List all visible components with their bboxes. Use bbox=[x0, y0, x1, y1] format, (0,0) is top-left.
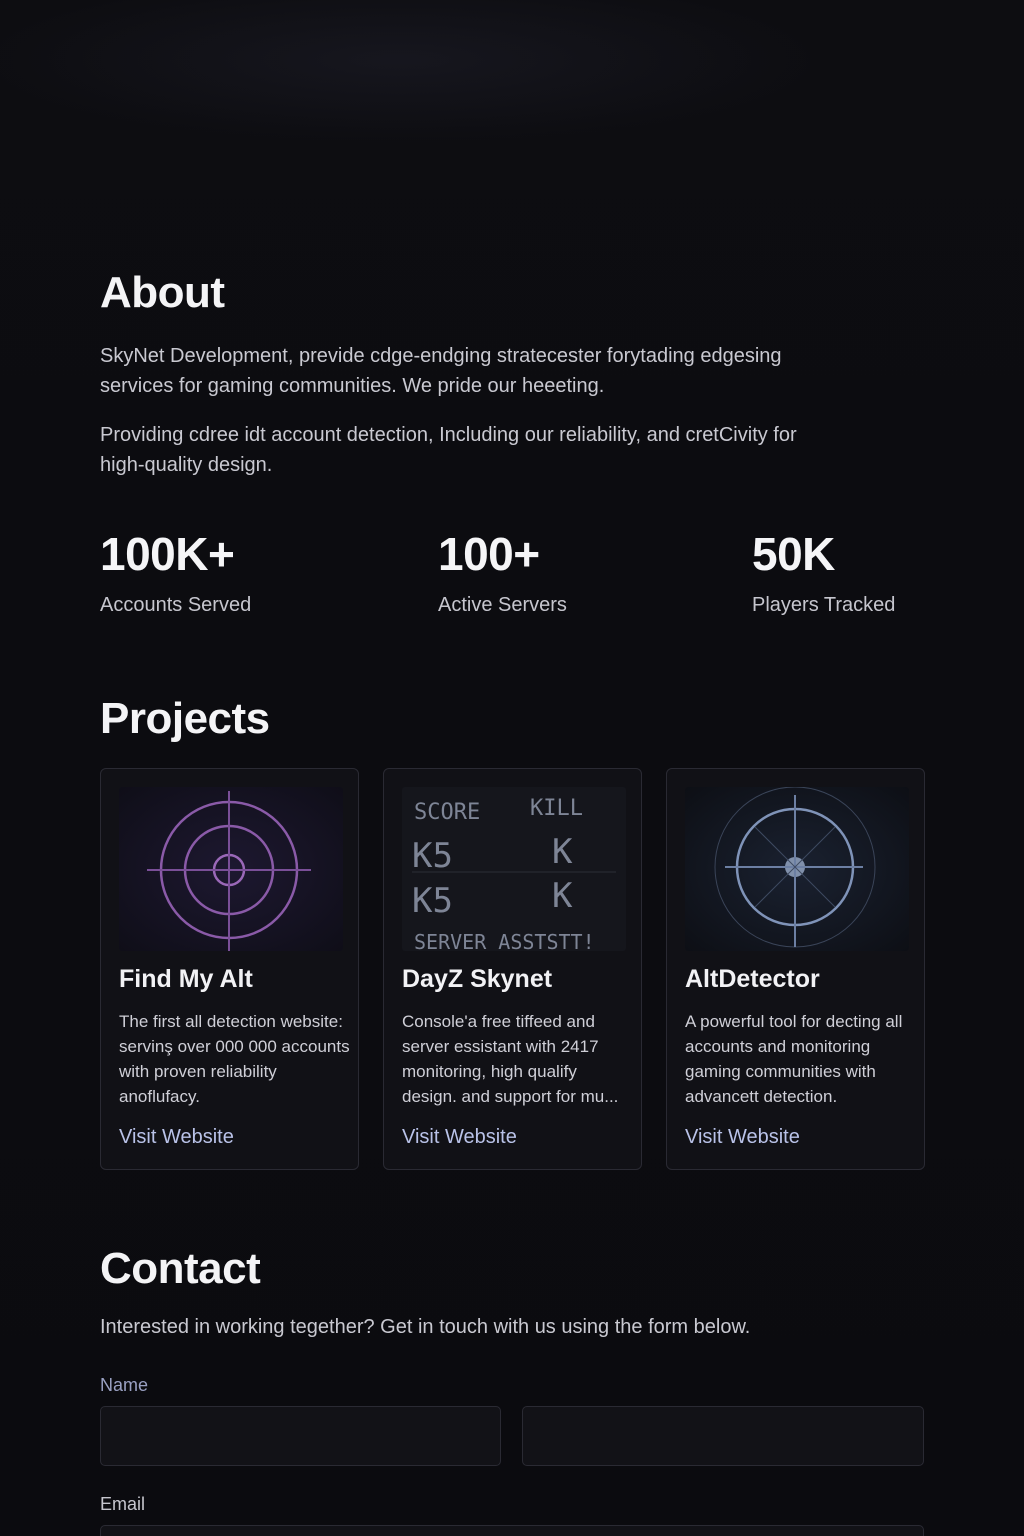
projects-title: Projects bbox=[100, 694, 270, 743]
contact-intro: Interested in working tegether? Get in touch with us using the form below. bbox=[100, 1316, 751, 1338]
project-card-altdetector bbox=[666, 768, 925, 1170]
scoreboard-row2-left: K5 bbox=[412, 881, 453, 921]
about-paragraph-2: Providing cdree idt account detection, Including our reliability, and cretCivity for high-quality design. bbox=[100, 424, 797, 476]
stat-label: Accounts Served bbox=[100, 594, 252, 616]
scoreboard-row1-right: K bbox=[552, 832, 573, 872]
stat-accounts-served bbox=[100, 528, 251, 617]
project-description: A powerful tool for decting all accounts and monitoring gaming communities with advancett detection. bbox=[685, 1012, 903, 1106]
name-label: Name bbox=[100, 1375, 149, 1395]
stat-value: 50K bbox=[752, 528, 835, 580]
project-card-find-my-alt bbox=[100, 768, 359, 1170]
project-card-dayz-skynet bbox=[383, 768, 642, 1170]
about-paragraph-1: SkyNet Development, previde cdge-endging stratecester forytading edgesing services for gaming communities. We pride our heeeting. bbox=[100, 345, 782, 397]
scoreboard-score-header: SCORE bbox=[414, 800, 481, 825]
scoreboard-icon bbox=[402, 787, 626, 951]
project-description: Console'a free tiffeed and server essistant with 2417 monitoring, high qualify design. and support for mu... bbox=[402, 1012, 619, 1106]
project-description: The first all detection website: servinş over 000 000 accounts with proven reliability anoflufacy. bbox=[119, 1012, 350, 1106]
crosshair-icon bbox=[119, 787, 343, 951]
email-input[interactable] bbox=[100, 1525, 924, 1536]
stat-active-servers bbox=[438, 528, 567, 617]
project-title: DayZ Skynet bbox=[402, 965, 553, 993]
stat-label: Players Tracked bbox=[752, 594, 896, 616]
visit-website-link[interactable]: Visit Website bbox=[685, 1126, 800, 1148]
scoreboard-row1-left: K5 bbox=[412, 836, 453, 876]
scoreboard-footer: SERVER ASSTSTT! bbox=[414, 930, 595, 951]
radar-icon bbox=[685, 787, 909, 951]
visit-website-link[interactable]: Visit Website bbox=[402, 1126, 517, 1148]
stat-label: Active Servers bbox=[438, 594, 567, 616]
visit-website-link[interactable]: Visit Website bbox=[119, 1126, 234, 1148]
stat-players-tracked bbox=[752, 528, 895, 617]
scoreboard-row2-right: K bbox=[552, 876, 573, 916]
project-title: AltDetector bbox=[685, 965, 820, 993]
email-label: Email bbox=[100, 1494, 146, 1514]
stat-value: 100K+ bbox=[100, 528, 235, 580]
stat-value: 100+ bbox=[438, 528, 540, 580]
last-name-input[interactable] bbox=[522, 1406, 924, 1466]
about-title: About bbox=[100, 268, 225, 317]
first-name-input[interactable] bbox=[100, 1406, 501, 1466]
project-title: Find My Alt bbox=[119, 965, 253, 993]
contact-title: Contact bbox=[100, 1244, 261, 1293]
scoreboard-kill-header: KILL bbox=[530, 796, 583, 821]
